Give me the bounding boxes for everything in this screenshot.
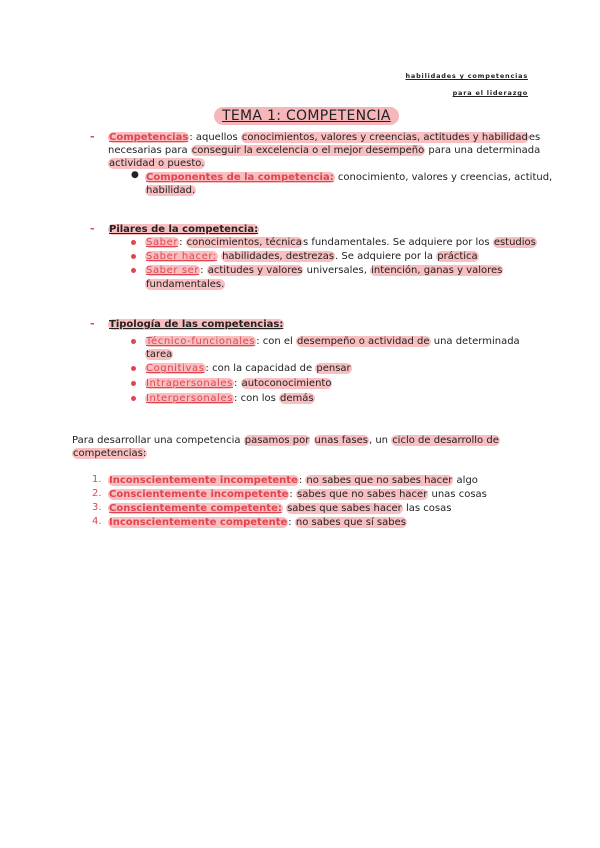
pilar-term: Saber hacer: [146,251,217,262]
dash-bullet: - [90,317,95,330]
pilares-heading [108,223,259,236]
text-span: : con la capacidad de [205,363,316,374]
tipologia-item-tecnico [145,335,520,348]
highlight-span: competencias: [73,448,147,459]
highlight-span: pensar [316,363,351,374]
bullet-dot: ● [131,170,139,180]
highlight-span: ciclo de desarrollo de [392,435,499,446]
highlight-span: actitudes y valores [207,265,303,276]
text-span: s fundamentales. Se adquiere por los [302,237,493,248]
highlight-span: sabes que no sabes hacer [296,489,428,500]
bullet-dot [131,396,136,401]
highlight-span: habilidades, destrezas [222,251,335,262]
tipologia-heading-text: Tipología de las competencias: [109,319,284,330]
competencias-line-2 [108,144,540,157]
highlight-span: no sabes que sí sabes [295,517,406,528]
highlight-span: no sabes que no sabes hacer [306,475,453,486]
pilar-item-saber-ser [145,264,503,277]
desarrollo-line-1 [72,434,500,447]
bullet-dot [131,268,136,273]
highlight-span: fundamentales. [146,279,225,290]
highlight-span: pasamos por [244,435,310,446]
highlight-span: habilidad. [146,185,196,196]
bullet-dot [131,240,136,245]
text-span: : [234,378,241,389]
tipologia-term: Intrapersonales [146,378,233,389]
step-number: 2. [92,488,102,499]
header-subject: habilidades y competencias [405,72,528,80]
desarrollo-line-2 [72,447,147,460]
text-span: unas cosas [428,489,487,500]
text-span: : [200,265,207,276]
step-item-4 [108,516,407,529]
tipologia-item-tecnico-line-2 [145,348,173,361]
step-item-3 [108,502,451,515]
tipologia-item-interpersonales [145,392,315,405]
text-span: : [288,517,295,528]
highlight-span: sabes que sabes hacer [287,503,402,514]
step-number: 3. [92,502,102,513]
pilares-heading-text: Pilares de la competencia: [109,224,259,235]
highlight-span: demás [280,393,314,404]
text-span: : [179,237,186,248]
step-item-2 [108,488,487,501]
highlight-span: unas fases [314,435,368,446]
highlight-span: tarea [146,349,173,360]
bullet-dot [131,381,136,386]
text-span: : con los [234,393,279,404]
pilar-item-saber-hacer [145,250,479,263]
text-span: universales, [303,265,371,276]
highlight-span: desempeño o actividad de [296,336,430,347]
tipologia-heading [108,318,284,331]
highlight-span: conocimientos, técnica [186,237,302,248]
competencias-line-1 [108,131,540,144]
step-term: Inconscientemente incompetente [109,475,298,486]
step-term: Inconscientemente competente [109,517,288,528]
pilar-item-saber-ser-line-2 [145,278,225,291]
componentes-term: Componentes de la competencia: [146,172,334,183]
dash-bullet: - [90,222,95,235]
text-span: : aquellos [189,132,241,143]
componentes-line-1 [145,171,552,184]
pilar-term: Saber ser [146,265,200,276]
pilar-term: Saber [146,237,179,248]
bullet-dot [131,339,136,344]
bullet-dot [131,366,136,371]
competencias-line-3 [108,157,205,170]
highlight-span: conocimientos, valores y creencias, actitudes y habilidad [241,132,528,143]
bullet-dot [131,254,136,259]
componentes-line-2 [145,184,196,197]
dash-bullet: - [90,130,95,143]
step-item-1 [108,474,478,487]
page-title: TEMA 1: COMPETENCIA [214,107,399,125]
text-span: Para desarrollar una competencia [72,435,244,446]
step-term: Conscientemente incompetente [109,489,289,500]
text-span: necesarias para [108,145,191,156]
text-span: algo [453,475,478,486]
highlight-span: conseguir la excelencia o el mejor desempeño [191,145,425,156]
tipologia-term: Técnico-funcionales [146,336,256,347]
header-subject-line2: para el liderazgo [452,89,528,97]
text-span: una determinada [430,336,520,347]
highlight-span: intención, ganas y valores [371,265,503,276]
highlight-span: estudios [493,237,536,248]
step-number: 4. [92,516,102,527]
tipologia-item-intrapersonales [145,377,332,390]
text-span: es [528,132,541,143]
text-span: para una determinada [425,145,541,156]
competencias-term: Competencias [109,132,189,143]
text-span: : [298,475,306,486]
text-span: las cosas [402,503,452,514]
step-term: Conscientemente competente: [109,503,282,514]
step-number: 1. [92,474,102,485]
tipologia-term: Cognitivas [146,363,205,374]
highlight-span: actividad o puesto. [109,158,205,169]
text-span: conocimiento, valores y creencias, actitud, [334,172,553,183]
text-span: , un [368,435,392,446]
text-span: : [289,489,296,500]
text-span: . Se adquiere por la [335,251,437,262]
pilar-item-saber [145,236,537,249]
tipologia-item-cognitivas [145,362,352,375]
highlight-span: práctica [437,251,478,262]
tipologia-term: Interpersonales [146,393,234,404]
highlight-span: autoconocimiento [241,378,332,389]
text-span: : con el [256,336,296,347]
